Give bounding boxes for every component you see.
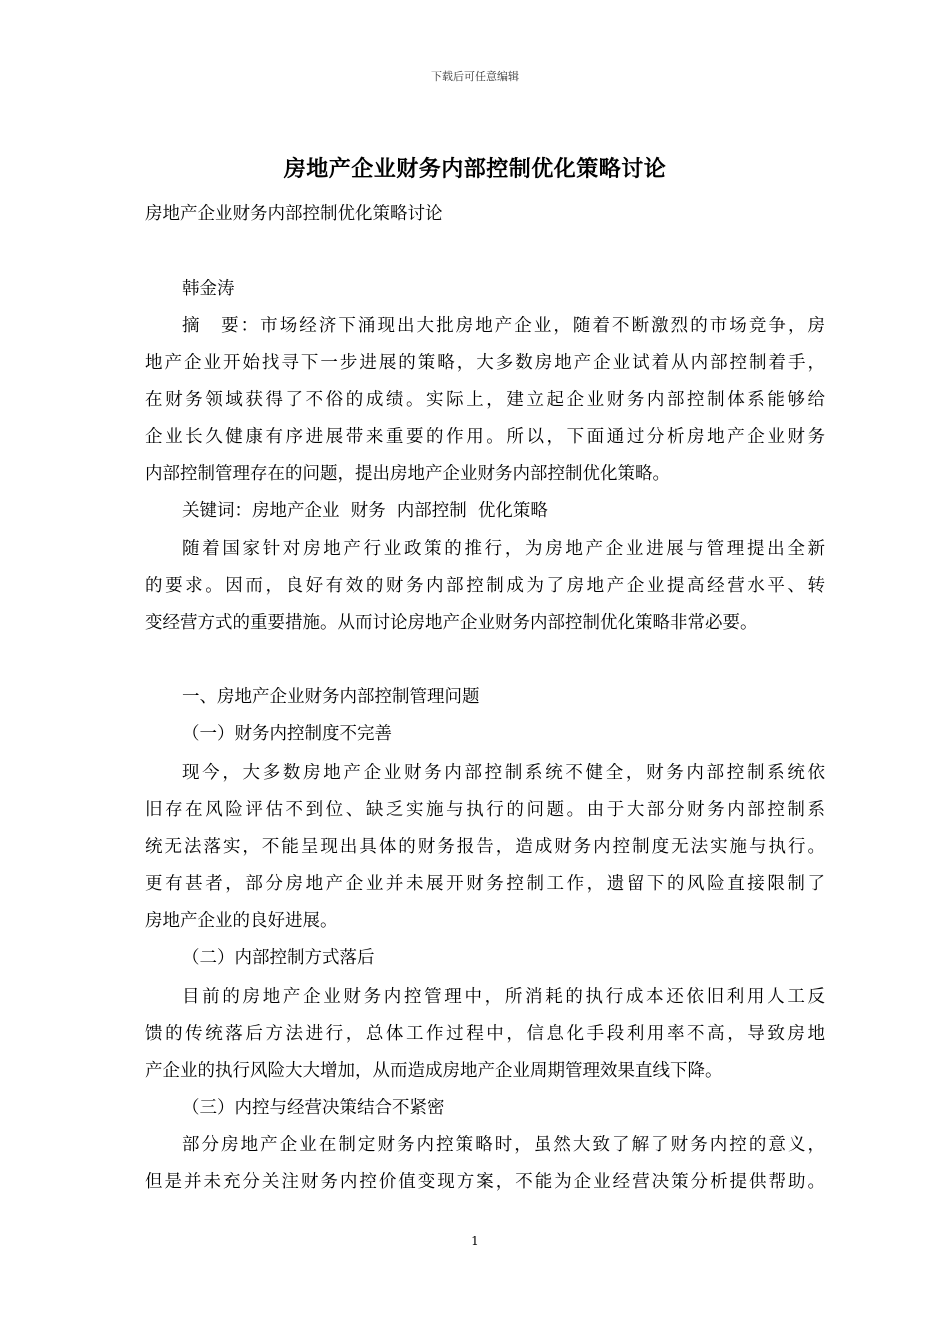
body-line: 馈的传统落后方法进行，总体工作过程中，信息化手段利用率不高，导致房地 [145, 1024, 825, 1044]
body-line: 房地产企业的良好进展。 [145, 911, 338, 931]
body-line: 旧存在风险评估不到位、缺乏实施与执行的问题。由于大部分财务内部控制系 [145, 800, 825, 820]
abstract-line: 摘 要：市场经济下涌现出大批房地产企业，随着不断激烈的市场竞争，房 [182, 316, 825, 336]
subsection-heading: （一）财务内控制度不完善 [182, 724, 392, 744]
keywords-line: 关键词：房地产企业 财务 内部控制 优化策略 [182, 501, 548, 521]
subtitle-line: 房地产企业财务内部控制优化策略讨论 [145, 204, 443, 224]
body-line: 部分房地产企业在制定财务内控策略时，虽然大致了解了财务内控的意义， [182, 1135, 825, 1155]
body-line: 更有甚者，部分房地产企业并未展开财务控制工作，遗留下的风险直接限制了 [145, 874, 825, 894]
abstract-line: 在财务领域获得了不俗的成绩。实际上，建立起企业财务内部控制体系能够给 [145, 390, 825, 410]
page-number: 1 [471, 1234, 479, 1248]
body-line: 统无法落实，不能呈现出具体的财务报告，造成财务内控制度无法实施与执行。 [145, 837, 825, 857]
body-line: 变经营方式的重要措施。从而讨论房地产企业财务内部控制优化策略非常必要。 [145, 613, 758, 633]
author-line: 韩金涛 [182, 279, 235, 299]
body-line: 但是并未充分关注财务内控价值变现方案，不能为企业经营决策分析提供帮助。 [145, 1172, 825, 1192]
abstract-line: 地产企业开始找寻下一步进展的策略，大多数房地产企业试着从内部控制着手， [145, 353, 825, 373]
abstract-line: 企业长久健康有序进展带来重要的作用。所以，下面通过分析房地产企业财务 [145, 427, 825, 447]
document-title: 房地产企业财务内部控制优化策略讨论 [283, 157, 667, 182]
body-line: 现今，大多数房地产企业财务内部控制系统不健全，财务内部控制系统依 [182, 763, 825, 783]
body-line: 产企业的执行风险大大增加，从而造成房地产企业周期管理效果直线下降。 [145, 1061, 723, 1081]
page-header: 下载后可任意编辑 [431, 70, 519, 83]
body-line: 的要求。因而，良好有效的财务内部控制成为了房地产企业提高经营水平、转 [145, 576, 825, 596]
body-line: 目前的房地产企业财务内控管理中，所消耗的执行成本还依旧利用人工反 [182, 987, 825, 1007]
body-line: 随着国家针对房地产行业政策的推行，为房地产企业进展与管理提出全新 [182, 539, 825, 559]
subsection-heading: （三）内控与经营决策结合不紧密 [182, 1098, 445, 1118]
section-heading: 一、房地产企业财务内部控制管理问题 [182, 687, 480, 707]
abstract-line: 内部控制管理存在的问题，提出房地产企业财务内部控制优化策略。 [145, 464, 670, 484]
subsection-heading: （二）内部控制方式落后 [182, 948, 375, 968]
